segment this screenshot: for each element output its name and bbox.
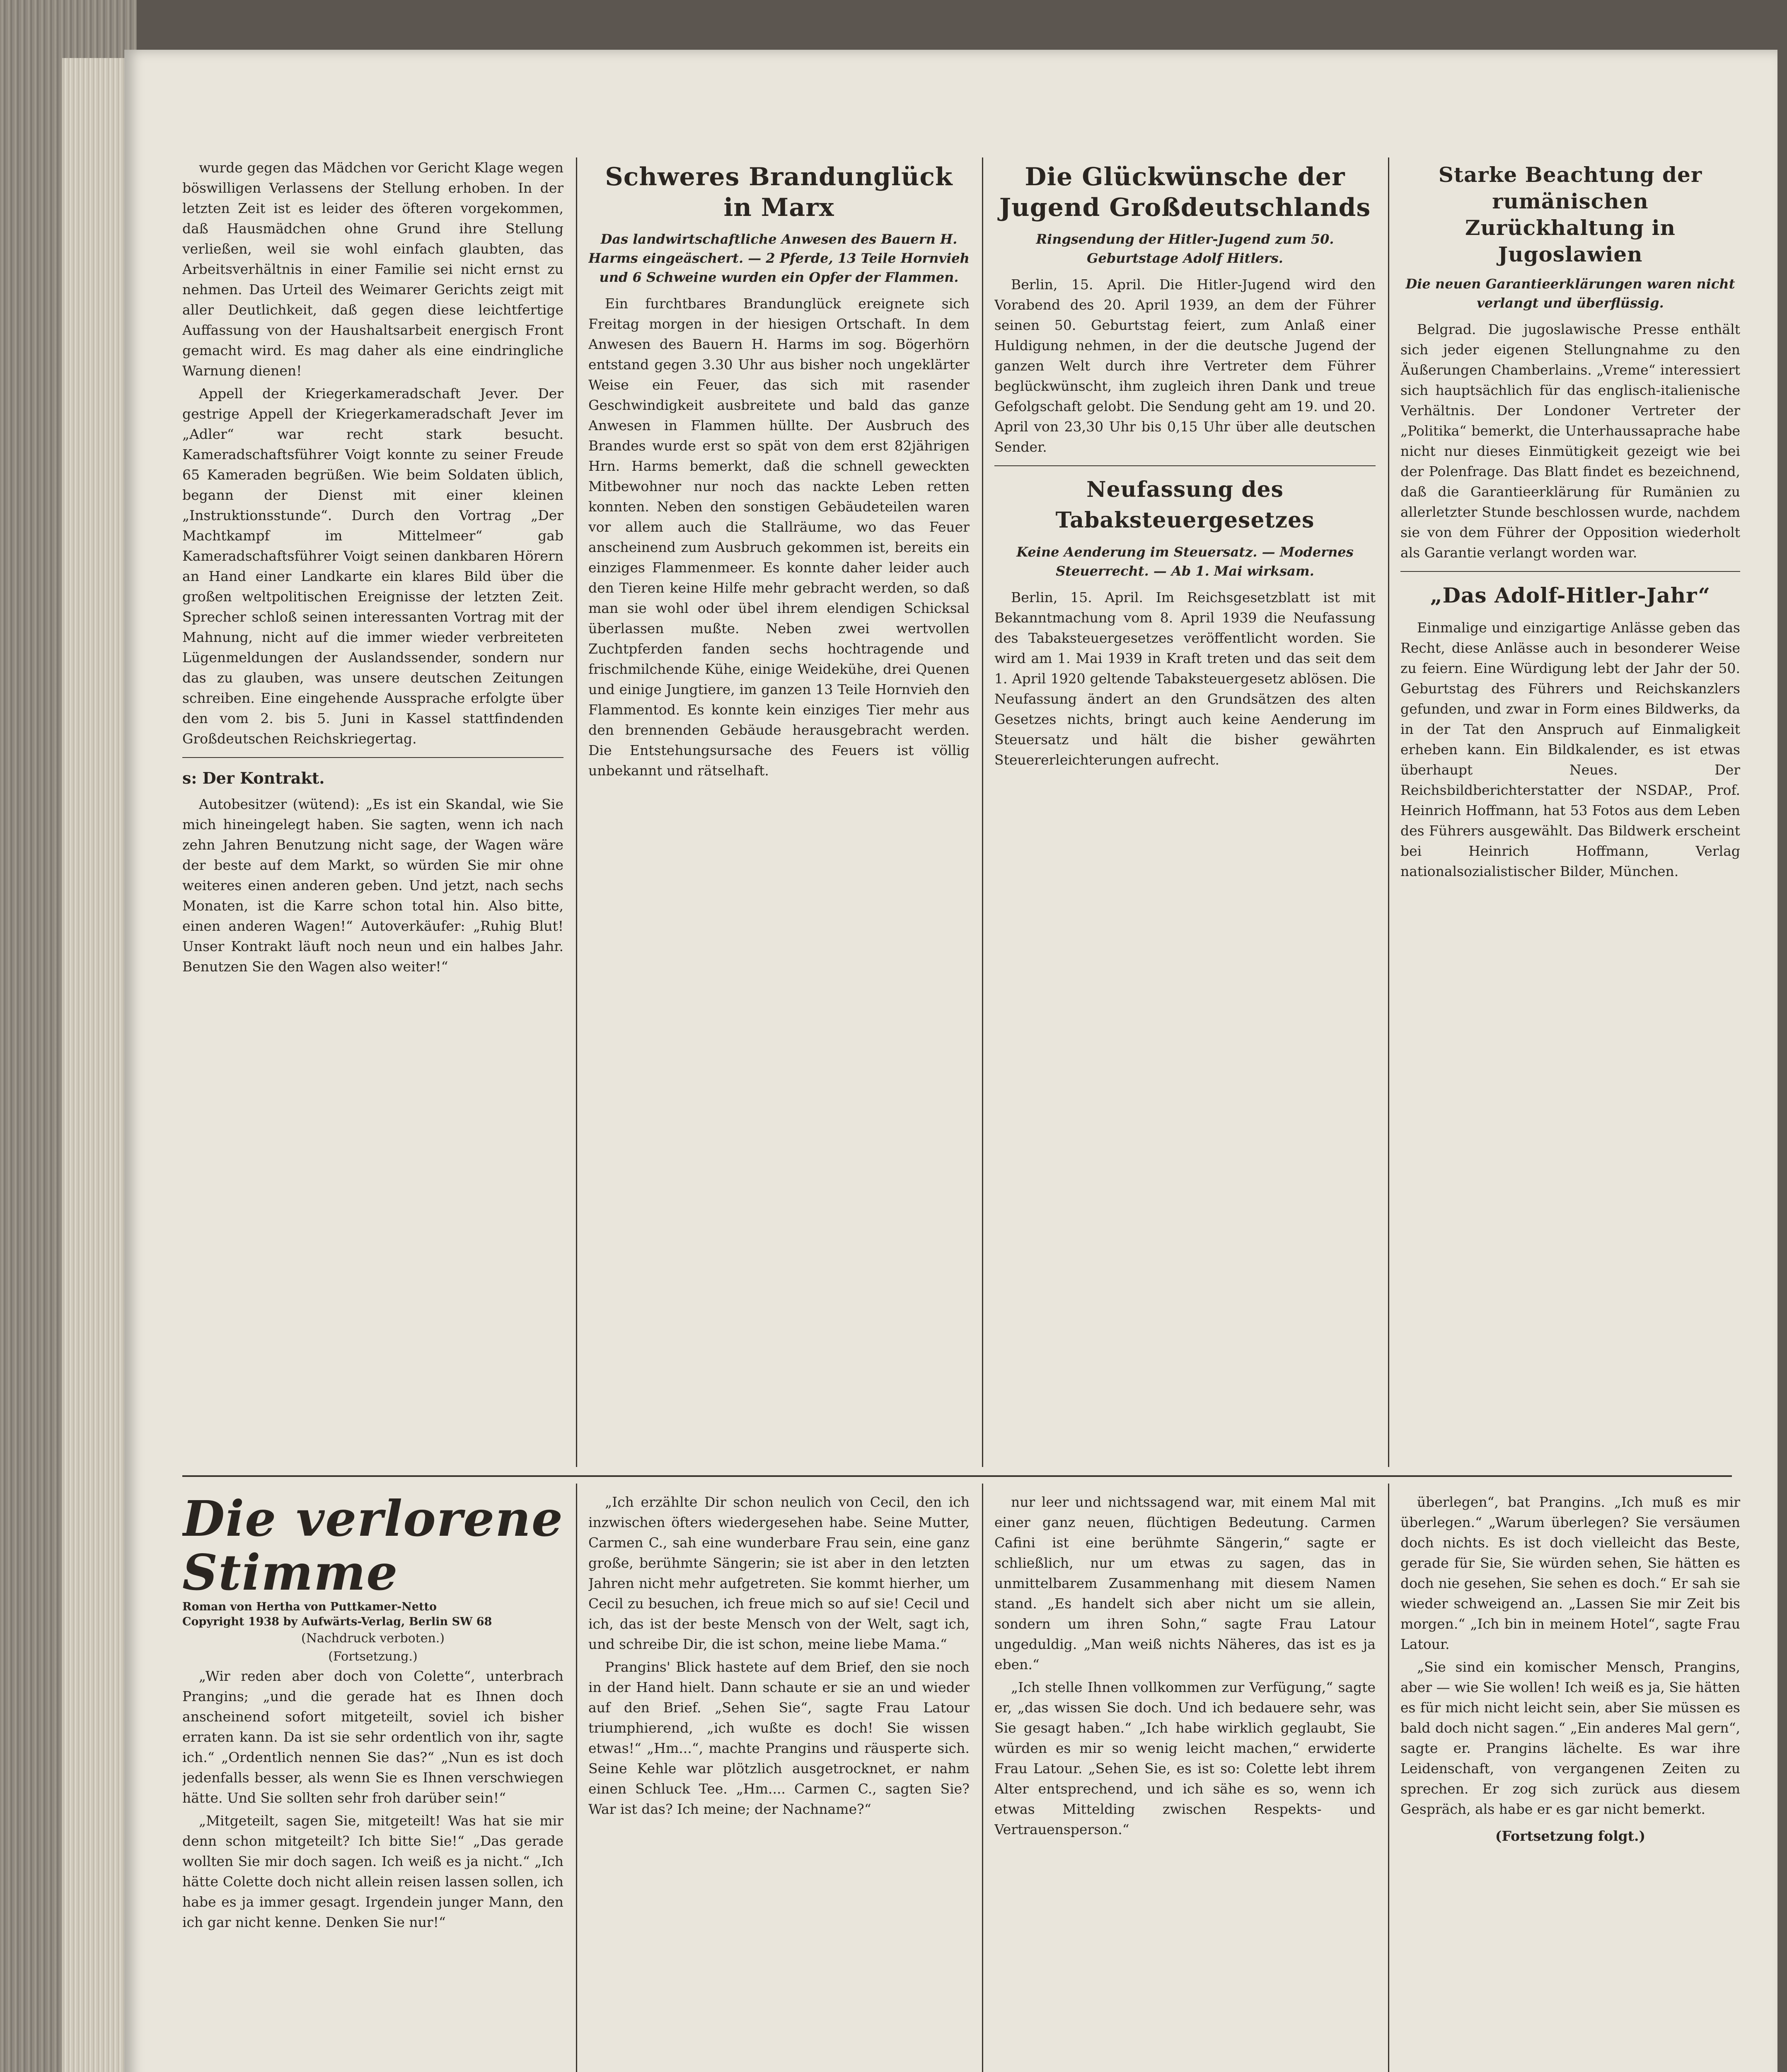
column-3 (994, 157, 1376, 1467)
reprint-note: (Nachdruck verboten.) (301, 1631, 445, 1646)
novel-paragraph: Prangins' Blick hastete auf dem Brief, den sie noch in der Hand hielt. Dann schaute er sie an und wieder auf den Brief. „Sehen Sie“, sagte Frau Latour triumphierend, „ich wußte es doch! Sie wissen etwas!“ „Hm...“, machte Prangins und räusperte sich. Seine Kehle war plötzlich ausgetrocknet, er nahm einen Schluck Tee. „Hm.... Carmen C., sagten Sie? War ist das? Ich meine; der Nachname?“ (588, 1659, 970, 1817)
column-rule (1388, 1484, 1389, 2072)
novel-copyright: Copyright 1938 by Aufwärts-Verlag, Berlin SW 68 (182, 1615, 492, 1628)
article-subheadline: Die neuen Garantieerklärungen waren nicht verlangt und überflüssig. (1405, 276, 1735, 311)
column-2 (588, 157, 970, 1467)
newspaper-page (124, 50, 1777, 2072)
column-4 (1400, 157, 1740, 1467)
continued-note: (Fortsetzung folgt.) (1495, 1828, 1646, 1844)
article-body: Berlin, 15. April. Im Reichsgesetzblatt ist mit Bekanntmachung vom 8. April 1939 die Neufassung des Tabaksteuergesetzes veröffentlicht worden. Sie wird am 1. Mai 1939 in Kraft treten und das seit dem 1. April 1920 geltende Tabaksteuergesetz ablösen. Die Neufassung ändert an den Grundsätzen des alten Gesetzes nichts, bringt auch keine Aenderung im Steuersatz und hält die bisher gewährten Steuererleichterungen aufrecht. (994, 589, 1376, 768)
novel-column-1 (182, 1492, 563, 2072)
novel-column-4 (1400, 1492, 1740, 2072)
column-1 (182, 157, 563, 1467)
article-kontrakt: Autobesitzer (wütend): „Es ist ein Skandal, wie Sie mich hineingelegt haben. Sie sagten, wenn ich nach zehn Jahren Benutzung nicht sage, der Wagen wäre der beste auf dem Markt, so würden Sie mir ohne weiteres einen anderen geben. Und jetzt, nach sechs Monaten, ist die Karre schon total hin. Also bitte, einen anderen Wagen!“ Autoverkäufer: „Ruhig Blut! Unser Kontrakt läuft noch neun und ein halbes Jahr. Benutzen Sie den Wagen also weiter!“ (182, 796, 563, 975)
divider (1400, 571, 1740, 572)
article-subheadline: Keine Aenderung im Steuersatz. — Modernes Steuerrecht. — Ab 1. Mai wirksam. (1016, 544, 1354, 579)
section-rule (182, 1475, 1732, 1477)
novel-paragraph: „Ich stelle Ihnen vollkommen zur Verfügung,“ sagte er, „das wissen Sie doch. Und ich bedauere sehr, was Sie gesagt haben.“ „Ich habe wirklich geglaubt, Sie würden es mir so wenig leicht machen,“ erwiderte Frau Latour. „Sehen Sie, es ist so: Colette lebt ihrem Alter entsprechend, und ich sähe es so, wenn ich etwas Mittelding zwischen Respekts- und Vertrauensperson.“ (994, 1679, 1376, 1837)
section-title: s: Der Kontrakt. (182, 769, 325, 787)
column-rule (576, 1484, 577, 2072)
column-rule (576, 157, 577, 1467)
article-headline: Die Glückwünsche der Jugend Großdeutschlands (999, 162, 1371, 222)
article-body: Belgrad. Die jugoslawische Presse enthält sich jeder eigenen Stellungnahme zu den Äußerungen Chamberlains. „Vreme“ interessiert sich hauptsächlich für das englisch-italienische Verhältnis. Der Londoner Vertreter der „Politika“ bemerkt, die Unterhaussaprache habe nicht nur dieses Einmütigkeit gezeigt wie bei der Polenfrage. Das Blatt findet es bezeichnend, daß die Garantieerklärung für Rumänien zu allerletzter Stunde beschlossen wurde, nachdem sie von dem Führer der Opposition wiederholt als Garantie verlangt worden war. (1400, 321, 1740, 561)
article-headline: Starke Beachtung der rumänischen Zurückhaltung in Jugoslawien (1438, 162, 1702, 266)
novel-paragraph: nur leer und nichtssagend war, mit einem Mal mit einer ganz neuen, flüchtigen Bedeutung. Carmen Cafini ist eine berühmte Sängerin,“ sagte er schließlich, nur um etwas zu sagen, das in unmittelbarem Zusammenhang mit diesem Namen stand. „Es handelt sich aber nicht um sie allein, sondern um ihren Sohn,“ sagte Frau Latour ungeduldig. „Man weiß nichts Näheres, das ist es ja eben.“ (994, 1494, 1376, 1673)
column-rule (1388, 157, 1389, 1467)
continuation-note: (Fortsetzung.) (328, 1649, 418, 1664)
novel-paragraph: „Wir reden aber doch von Colette“, unterbrach Prangins; „und die gerade hat es Ihnen doch anscheinend sofort mitgeteilt, soviel ich bisher erraten kann. Da ist sie sehr ordentlich von ihr, sagte ich.“ „Ordentlich nennen Sie das?“ „Nun es ist doch jedenfalls besser, als wenn Sie es Ihnen verschwiegen hätte. Und Sie sollten sehr froh darüber sein!“ (182, 1668, 563, 1806)
article-subheadline: Ringsendung der Hitler-Jugend zum 50. Geburtstage Adolf Hitlers. (1036, 231, 1334, 266)
article-body: Berlin, 15. April. Die Hitler-Jugend wird den Vorabend des 20. April 1939, an dem der Führer seinen 50. Geburtstag feiert, zum Anlaß einer Huldigung nehmen, in der die deutsche Jugend der ganzen Welt durch ihre Vertreter dem Führer beglückwünscht, ihm zugleich ihren Dank und treue Gefolgschaft gelobt. Die Sendung geht am 19. und 20. April von 23,30 Uhr bis 0,15 Uhr über alle deutschen Sender. (994, 276, 1376, 455)
novel-title: Die verlorene Stimme (182, 1492, 563, 1601)
novel-paragraph: überlegen“, bat Prangins. „Ich muß es mir überlegen.“ „Warum überlegen? Sie versäumen doch nichts. Es ist doch vielleicht das Beste, gerade für Sie, Sie würden sehen, Sie hätten es doch nie gesehen, Sie sehen es doch.“ Er sah sie wieder schweigend an. „Lassen Sie mir Zeit bis morgen.“ „Ich bin in meinem Hotel“, sagte Frau Latour. (1400, 1494, 1740, 1652)
article-headline: „Das Adolf-Hitler-Jahr“ (1430, 583, 1711, 608)
article-body: Einmalige und einzigartige Anlässe geben das Recht, diese Anlässe auch in besonderer Weise zu feiern. Eine Würdigung lebt der Jahr der 50. Geburtstag des Führers und Reichskanzlers gefunden, und zwar in Form eines Bildwerks, da in der Tat den Anspruch auf Einmaligkeit erheben kann. Ein Bildkalender, es ist etwas überhaupt Neues. Der Reichsbildberichterstatter der NSDAP., Prof. Heinrich Hoffmann, hat 53 Fotos aus dem Leben des Führers ausgewählt. Das Bildwerk erscheint bei Heinrich Hoffmann, Verlag nationalsozialistischer Bilder, München. (1400, 620, 1740, 879)
novel-paragraph: „Mitgeteilt, sagen Sie, mitgeteilt! Was hat sie mir denn schon mitgeteilt? Ich bitte Sie!“ „Das gerade wollten Sie mir doch sagen. Ich weiß es ja nicht.“ „Ich hätte Colette doch nicht allein reisen lassen sollen, ich habe es ja immer gesagt. Irgendein junger Mann, den ich gar nicht kenne. Denken Sie nur!“ (182, 1813, 563, 1930)
novel-paragraph: „Ich erzählte Dir schon neulich von Cecil, den ich inzwischen öfters wiedergesehen habe. Seine Mutter, Carmen C., sah eine wunderbare Frau sein, eine ganz große, berühmte Sängerin; sie ist aber in den letzten Jahren nicht mehr aufgetreten. Sie kommt hierher, um Cecil zu besuchen, ich freue mich so auf sie! Cecil und ich, das ist der beste Mensch von der Welt, sagt ich, und schreibe Dir, die ist schon, meine liebe Mama.“ (588, 1494, 970, 1652)
divider (182, 757, 563, 758)
column-rule (982, 1484, 983, 2072)
article-body: Ein furchtbares Brandunglück ereignete sich Freitag morgen in der hiesigen Ortschaft. In dem Anwesen des Bauern H. Harms im sog. Bögerhörn entstand gegen 3.30 Uhr aus bisher noch ungeklärter Weise ein Feuer, das sich mit rasender Geschwindigkeit ausbreitete und bald das ganze Anwesen in Flammen hüllte. Der Ausbruch des Brandes wurde erst so spät von dem erst 82jährigen Hrn. Harms bemerkt, daß die schnell geweckten Mitbewohner nur noch das nackte Leben retten konnten. Neben den sonstigen Gebäudeteilen waren vor allem auch die Stallräume, wo das Feuer anscheinend zum Ausbruch gekommen ist, bereits ein einziges Flammenmeer. Es konnte daher leider auch den Tieren keine Hilfe mehr gebracht werden, so daß man sie wohl oder übel ihrem elendigen Schicksal überlassen mußte. Neben zwei wertvollen Zuchtpferden fanden sechs hochtragende und frischmilchende Kühe, einige Weidekühe, drei Quenen und einige Jungtiere, im ganzen 13 Teile Hornvieh den Flammentod. Es konnte kein einziges Tier mehr aus den brennenden Gebäude herausgebracht werden. Die Entstehungsursache des Feuers ist völlig unbekannt und rätselhaft. (588, 295, 970, 779)
article-appell: Appell der Kriegerkameradschaft Jever. Der gestrige Appell der Kriegerkameradschaft Jever im „Adler“ war recht stark besucht. Kameradschaftsführer Voigt konnte zu seiner Freude 65 Kameraden begrüßen. Wie beim Soldaten üblich, begann der Dienst mit einer kleinen „Instruktionsstunde“. Durch den Vortrag „Der Machtkampf im Mittelmeer“ gab Kameradschaftsführer Voigt seinen dankbaren Hörern an Hand einer Landkarte ein klares Bild über die großen weltpolitischen Ereignisse der letzten Zeit. Sprecher schloß seinen interessanten Vortrag mit der Mahnung, nicht auf die immer wieder verbreiteten Lügenmeldungen der Auslandssender, sondern nur das zu glauben, was unsere deutschen Zeitungen schreiben. Eine eingehende Aussprache erfolgte über den vom 2. bis 5. Juni in Kassel stattfindenden Großdeutschen Reichskriegertag. (182, 385, 563, 747)
column-rule (982, 157, 983, 1467)
novel-column-3 (994, 1492, 1376, 2072)
article-continuation: wurde gegen das Mädchen vor Gericht Klage wegen böswilligen Verlassens der Stellung erhoben. In der letzten Zeit ist es leider des öfteren vorgekommen, daß Hausmädchen ohne Grund ihre Stellung verließen, weil sie wohl einfach glaubten, das Arbeitsverhältnis in einer Familie sei nicht ernst zu nehmen. Das Urteil des Weimarer Gerichts zeigt mit aller Deutlichkeit, daß gegen diese leichtfertige Auffassung von der Haushaltsarbeit energisch Front gemacht wird. Es mag daher als eine eindringliche Warnung dienen! (182, 160, 563, 379)
novel-column-2 (588, 1492, 970, 2072)
novel-paragraph: „Sie sind ein komischer Mensch, Prangins, aber — wie Sie wollen! Ich weiß es ja, Sie hätten es für mich nicht leicht sein, aber Sie müssen es bald doch nicht sagen.“ „Ein anderes Mal gern“, sagte er. Prangins lächelte. Es war ihre Leidenschaft, von vergangenen Zeiten zu sprechen. Er zog sich zurück aus diesem Gespräch, als habe er es gar nicht bemerkt. (1400, 1659, 1740, 1817)
novel-byline: Roman von Hertha von Puttkamer-Netto (182, 1600, 437, 1613)
divider (994, 465, 1376, 466)
article-subheadline: Das landwirtschaftliche Anwesen des Bauern H. Harms eingeäschert. — 2 Pferde, 13 Teile Hornvieh und 6 Schweine wurden ein Opfer der Flammen. (588, 231, 970, 285)
article-headline: Schweres Brandunglück in Marx (605, 162, 953, 222)
article-headline: Neufassung des Tabaksteuergesetzes (1055, 477, 1315, 533)
